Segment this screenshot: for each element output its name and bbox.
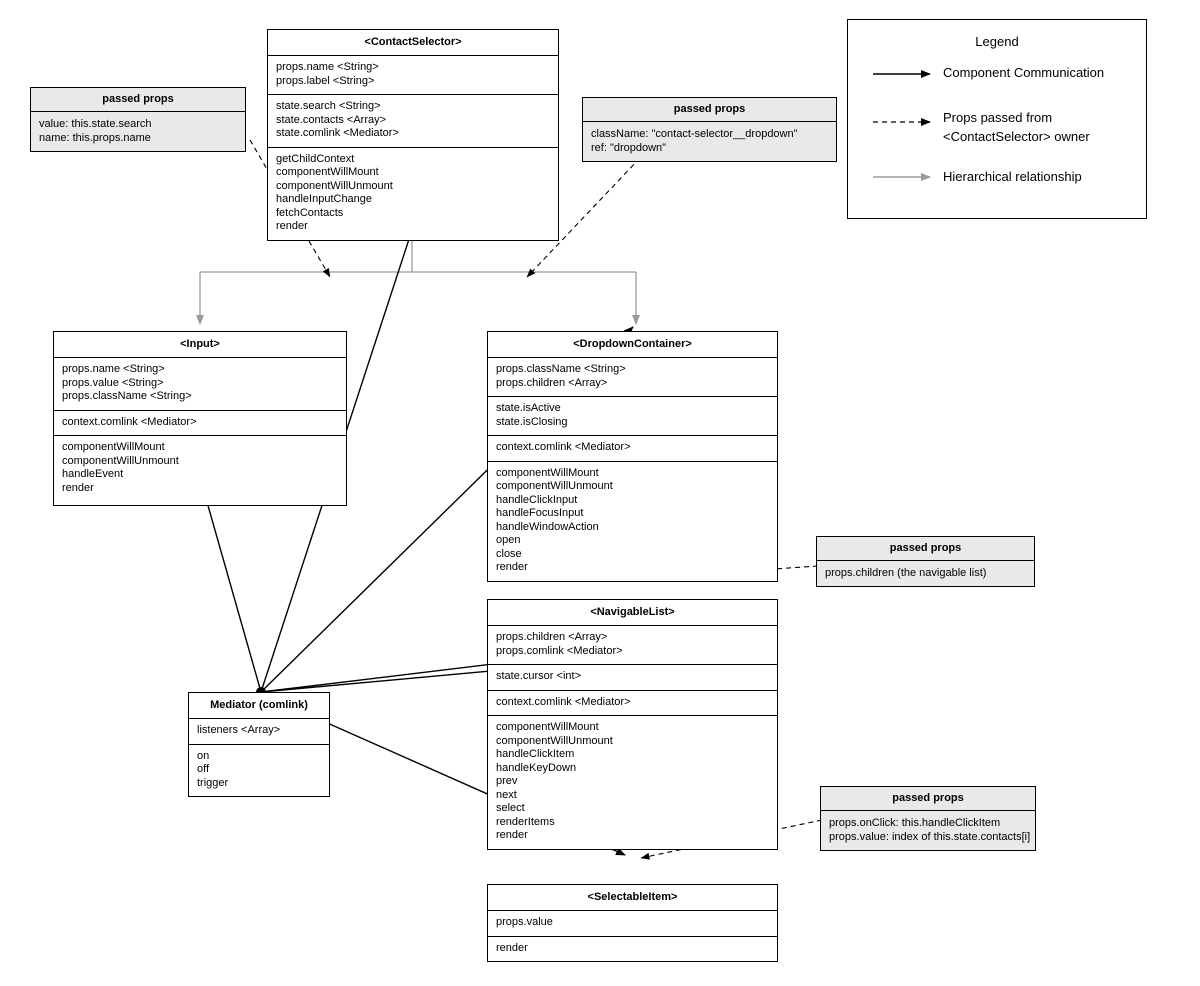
node-line: context.comlink <Mediator> — [496, 441, 631, 453]
node-input[interactable] — [53, 331, 347, 506]
note-body — [817, 561, 1034, 586]
note-line: ref: "dropdown" — [591, 142, 667, 154]
node-props-section — [488, 358, 777, 397]
node-line: componentWillMount — [496, 721, 599, 733]
node-line: render — [496, 829, 528, 841]
node-line: props.children <Array> — [496, 376, 608, 389]
node-line: componentWillMount — [496, 466, 599, 479]
node-line: next — [496, 788, 517, 801]
node-methods-section — [189, 745, 329, 797]
node-title: <ContactSelector> — [268, 30, 558, 56]
node-line: render — [496, 561, 528, 573]
node-context-section — [488, 691, 777, 717]
node-methods-section — [268, 148, 558, 240]
node-dropdown-container[interactable] — [487, 331, 778, 582]
node-line: props.value <String> — [62, 376, 164, 389]
node-line: getChildContext — [276, 152, 355, 165]
node-line: state.cursor <int> — [496, 670, 581, 682]
note-body — [31, 112, 245, 151]
node-line: props.className <String> — [62, 390, 192, 402]
node-line: props.name <String> — [276, 61, 379, 73]
node-line: close — [496, 547, 522, 560]
edge-hierarchy — [200, 228, 636, 324]
node-line: fetchContacts — [276, 206, 344, 219]
node-line: props.className <String> — [496, 363, 626, 375]
node-state-section — [488, 397, 777, 436]
node-line: state.contacts <Array> — [276, 113, 387, 126]
legend-label-props-passed-line1: Props passed from — [943, 110, 1053, 125]
node-line: listeners <Array> — [197, 724, 281, 736]
node-line: state.search <String> — [276, 100, 381, 112]
node-navigable-list[interactable] — [487, 599, 778, 850]
note-line: props.value: index of this.state.contacts[i] — [829, 831, 1031, 843]
node-title: <Input> — [54, 332, 346, 358]
node-line: componentWillUnmount — [276, 179, 393, 192]
node-state-section — [488, 665, 777, 691]
node-line: props.children <Array> — [496, 631, 608, 643]
node-line: off — [197, 763, 210, 775]
node-line: state.comlink <Mediator> — [276, 127, 399, 139]
node-props-section — [54, 358, 346, 411]
note-title: passed props — [31, 88, 245, 112]
node-props-section — [268, 56, 558, 95]
node-line: props.name <String> — [62, 363, 165, 375]
node-line: handleKeyDown — [496, 761, 577, 774]
node-line: componentWillMount — [62, 441, 165, 453]
note-title: passed props — [817, 537, 1034, 561]
node-title: <SelectableItem> — [488, 885, 777, 911]
node-context-section — [488, 436, 777, 462]
node-selectable-item[interactable] — [487, 884, 778, 962]
node-line: handleClickInput — [496, 493, 578, 506]
node-props-section — [488, 911, 777, 937]
note-line: props.onClick: this.handleClickItem — [829, 817, 1001, 829]
node-contact-selector[interactable] — [267, 29, 559, 241]
node-line: open — [496, 534, 521, 546]
node-line: componentWillMount — [276, 166, 379, 178]
node-line: handleInputChange — [276, 193, 373, 205]
legend-label-hierarchical: Hierarchical relationship — [943, 169, 1082, 184]
legend-label-component-communication: Component Communication — [943, 65, 1105, 80]
note-line: name: this.props.name — [39, 132, 151, 144]
node-line: handleFocusInput — [496, 507, 584, 519]
node-methods-section — [488, 462, 777, 581]
note-navigable-passed-props — [816, 536, 1035, 587]
note-selectable-passed-props — [820, 786, 1036, 851]
legend-label-props-passed-line2: <ContactSelector> owner — [943, 129, 1090, 144]
node-line: on — [197, 749, 210, 762]
node-line: context.comlink <Mediator> — [496, 695, 631, 708]
node-line: handleEvent — [62, 468, 124, 480]
node-state-section — [268, 95, 558, 148]
node-title: <NavigableList> — [488, 600, 777, 626]
node-line: componentWillUnmount — [496, 734, 613, 747]
node-line: render — [62, 481, 94, 494]
node-line: trigger — [197, 776, 229, 789]
node-line: render — [496, 941, 528, 954]
note-line: props.children (the navigable list) — [825, 567, 987, 579]
node-line: props.comlink <Mediator> — [496, 644, 623, 657]
node-line: state.isActive — [496, 402, 561, 414]
node-props-section — [189, 719, 329, 745]
legend — [847, 19, 1147, 219]
note-line: className: "contact-selector__dropdown" — [591, 128, 798, 140]
node-context-section — [54, 411, 346, 437]
note-title: passed props — [821, 787, 1035, 811]
legend-title: Legend — [975, 34, 1019, 49]
node-line: props.value — [496, 916, 553, 928]
node-props-section — [488, 626, 777, 665]
node-line: componentWillUnmount — [496, 480, 613, 492]
node-line: render — [276, 220, 308, 232]
node-line: renderItems — [496, 815, 555, 828]
node-mediator[interactable] — [188, 692, 330, 797]
node-title: <DropdownContainer> — [488, 332, 777, 358]
node-line: props.label <String> — [276, 74, 375, 87]
node-line: handleWindowAction — [496, 520, 599, 533]
node-line: select — [496, 802, 525, 814]
node-title: Mediator (comlink) — [189, 693, 329, 719]
note-input-passed-props — [30, 87, 246, 152]
node-line: prev — [496, 775, 518, 787]
note-body — [583, 122, 836, 161]
note-title: passed props — [583, 98, 836, 122]
note-body — [821, 811, 1035, 850]
node-line: handleClickItem — [496, 748, 575, 760]
node-line: componentWillUnmount — [62, 454, 179, 467]
node-methods-section — [488, 716, 777, 849]
note-line: value: this.state.search — [39, 118, 152, 130]
node-methods-section — [54, 436, 346, 505]
node-line: state.isClosing — [496, 415, 568, 428]
note-dropdown-passed-props — [582, 97, 837, 162]
node-methods-section — [488, 937, 777, 962]
node-line: context.comlink <Mediator> — [62, 415, 197, 428]
